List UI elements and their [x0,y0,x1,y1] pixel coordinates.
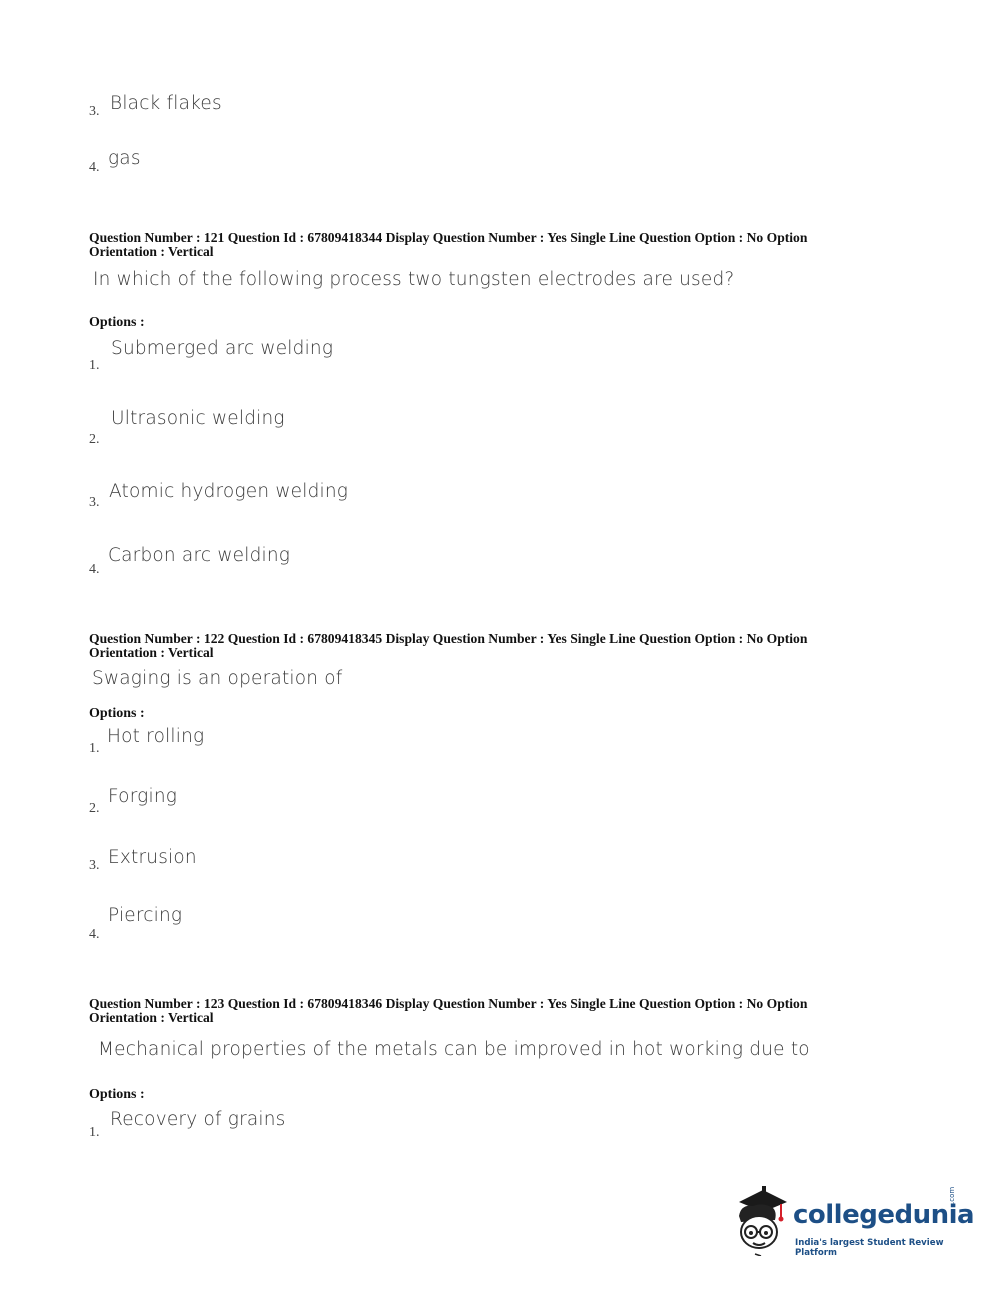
option-number: 1. [89,1125,100,1140]
logo-tagline: India's largest Student Review Platform [795,1238,944,1258]
question-meta-line: Orientation : Vertical [89,645,214,660]
option-text: Hot rolling [107,726,205,747]
option-number: 4. [89,160,100,175]
option-text: Submerged arc welding [111,338,334,359]
option-text: Piercing [108,905,183,926]
option-text: Ultrasonic welding [111,408,285,429]
option-text: Recovery of grains [110,1109,286,1130]
option-text: Carbon arc welding [108,545,291,566]
question-meta-line: Orientation : Vertical [89,1010,214,1025]
question-meta [89,997,889,1025]
question-meta-line: Question Number : 122 Question Id : 67809418345 Display Question Number : Yes Single Line Question Option : No Option [89,631,808,646]
option-text: Atomic hydrogen welding [109,481,349,502]
option-text: Extrusion [108,847,197,868]
option-number: 3. [89,858,100,873]
question-text: In which of the following process two tungsten electrodes are used? [93,269,735,290]
options-label: Options : [89,1087,145,1102]
question-text: Swaging is an operation of [92,668,343,689]
question-meta-line: Question Number : 121 Question Id : 67809418344 Display Question Number : Yes Single Line Question Option : No Option [89,230,808,245]
option-number: 3. [89,104,100,119]
option-text: Black flakes [110,93,222,114]
option-number: 2. [89,432,100,447]
mascot-icon [733,1186,791,1256]
question-meta [89,231,889,259]
collegedunia-logo[interactable] [733,1186,975,1258]
option-number: 1. [89,741,100,756]
logo-wordmark: collegedunia [793,1200,975,1230]
logo-com: .com [948,1186,956,1204]
question-meta-line: Orientation : Vertical [89,244,214,259]
option-text: Forging [108,786,178,807]
option-number: 4. [89,927,100,942]
question-text: Mechanical properties of the metals can be improved in hot working due to [98,1039,810,1060]
option-number: 2. [89,801,100,816]
option-number: 3. [89,495,100,510]
option-number: 1. [89,358,100,373]
option-text: gas [108,148,141,169]
options-label: Options : [89,706,145,721]
question-meta-line: Question Number : 123 Question Id : 67809418346 Display Question Number : Yes Single Line Question Option : No Option [89,996,808,1011]
option-number: 4. [89,562,100,577]
question-meta [89,632,889,660]
options-label: Options : [89,315,145,330]
